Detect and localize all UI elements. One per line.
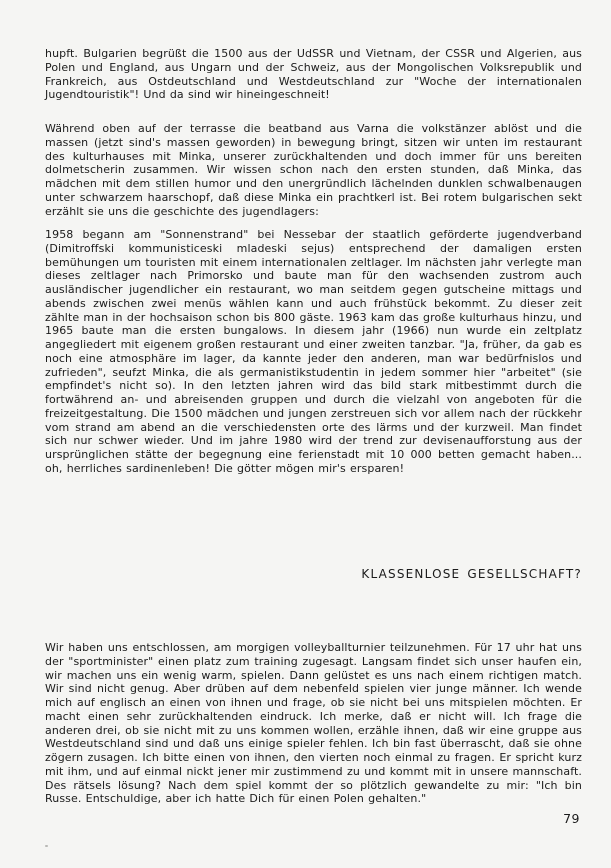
paragraph-camp-history: 1958 begann am "Sonnenstrand" bei Nessebar der staatlich geförderte jugendverband (Dimitroffski kommunisticeski mladeski sejus) entsprechend der damaligen ersten bemühungen um touristen mit einem internationalen zeltlager. Im nächsten jahr verlegte man dieses zeltlager nach Primorsko und baute man für den wachsenden zustrom auch ausländischer jugendlicher ein restaurant, wo man seitdem gegen gutscheine mittags und abends zwischen zwei menüs wählen kann und auch frühstück bekommt. Zu dieser zeit zählte man in der hochsaison schon bis 800 gäste. 1963 kam das große kulturhaus hinzu, und 1965 baute man die ersten bungalows. In diesem jahr (1966) nun wurde ein zeltplatz angegliedert mit eigenem großen restaurant und einer zweiten tanzbar. "Ja, früher, da gab es noch eine atmosphäre im lager, da kannte jeder den anderen, man war bedürfnislos und zufrieden", seufzt Minka, die als germanistikstudentin in jedem sommer hier "arbeitet" (sie empfindet's nicht so). In den letzten jahren wird das bild stark mitbestimmt durch die fortwährend an- und abreisenden gruppen und durch die vielzahl von angeboten für die freizeitgestaltung. Die 1500 mädchen und jungen zerstreuen sich vor allem nach der rückkehr vom strand am abend an die verschiedensten orte des lärms und der kurzweil. Man findet sich nur schwer wieder. Und im jahre 1980 wird der trend zur devisenaufforstung aus der ursprünglichen stätte der begegnung eine ferienstadt mit 10 000 betten gemacht haben... oh, herrliches sardinenleben! Die götter mögen mir's ersparen!	[45, 228, 582, 475]
section-heading: KLASSENLOSE GESELLSCHAFT?	[361, 567, 582, 581]
page-number: 79	[563, 811, 580, 826]
scan-speck	[45, 845, 48, 847]
paragraph-terrace: Während oben auf der terrasse die beatband aus Varna die volkstänzer ablöst und die massen (jetzt sind's massen geworden) in bewegung bringt, sitzen wir unten im restaurant des kulturhauses mit Minka, unserer zurückhaltenden und doch immer für uns bereiten dolmetscherin zusammen. Wir wissen schon nach den ersten stunden, daß Minka, das mädchen mit dem stillen humor und den unergründlich lächelnden dunklen schwalbenaugen unter schwarzem haarschopf, daß diese Minka ein prachtkerl ist. Bei rotem bulgarischen sekt erzählt sie uns die geschichte des jugendlagers:	[45, 122, 582, 218]
paragraph-volleyball: Wir haben uns entschlossen, am morgigen volleyballturnier teilzunehmen. Für 17 uhr hat uns der "sportminister" einen platz zum training zugesagt. Langsam findet sich unser haufen ein, wir machen uns ein wenig warm, spielen. Dann gelüstet es uns nach einem richtigen match. Wir sind nicht genug. Aber drüben auf dem nebenfeld spielen vier junge männer. Ich wende mich auf englisch an einen von ihnen und frage, ob sie nicht bei uns mitspielen möchten. Er macht einen sehr zurückhaltenden eindruck. Ich merke, daß er nicht will. Ich frage die anderen drei, ob sie nicht mit zu uns kommen wollen, erzähle ihnen, daß wir eine gruppe aus Westdeutschland sind und daß uns einige spieler fehlen. Ich bin fast überrascht, daß sie ohne zögern zusagen. Ich bitte einen von ihnen, den vierten noch einmal zu fragen. Er spricht kurz mit ihm, und auf einmal nickt jener mir zustimmend zu und kommt mit in unsere mannschaft. Des rätsels lösung? Nach dem spiel kommt der so plötzlich gewandelte zu mir: "Ich bin Russe. Entschuldige, aber ich hatte Dich für einen Polen gehalten."	[45, 641, 582, 806]
paragraph-intro: hupft. Bulgarien begrüßt die 1500 aus der UdSSR und Vietnam, der CSSR und Algerien, aus Polen und England, aus Ungarn und der Schweiz, aus der Mongolischen Volksrepublik und Frankreich, aus Ostdeutschland und Westdeutschland zur "Woche der internationalen Jugendtouristik"! Und da sind wir hineingeschneit!	[45, 47, 582, 102]
